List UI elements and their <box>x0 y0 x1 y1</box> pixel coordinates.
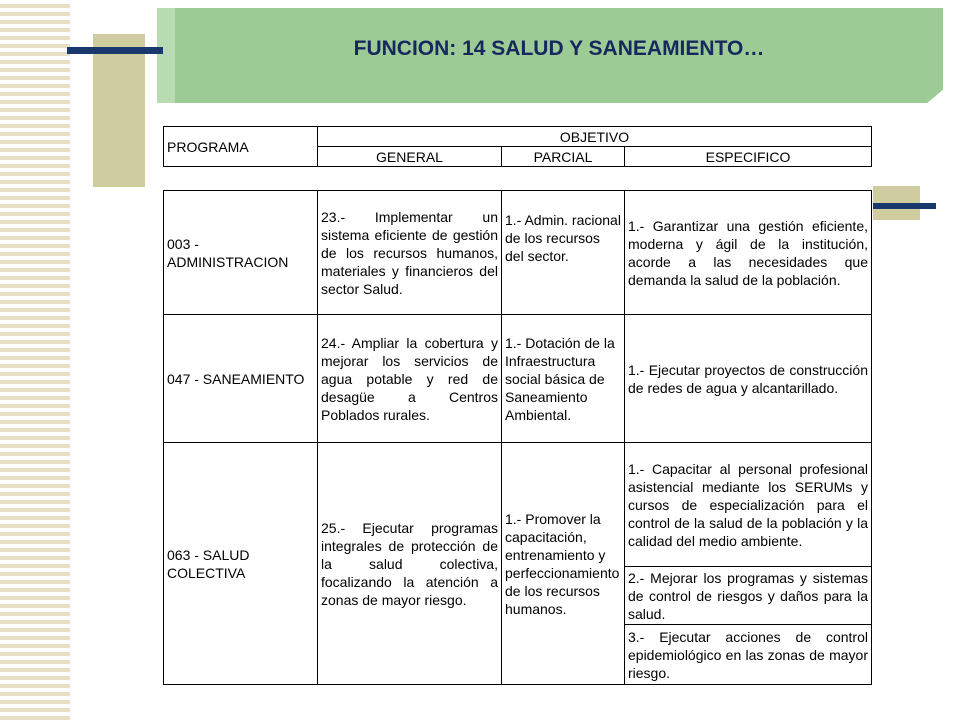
objectives-header-table <box>163 126 872 167</box>
general-objective-cell: 23.- Implementar un sistema eficiente de gestión de los recursos humanos, materiales y financieros del sector Salud. <box>318 191 502 315</box>
specific-objective-cell: 1.- Ejecutar proyectos de construcción de redes de agua y alcantarillado. <box>625 315 872 443</box>
header-programa: PROGRAMA <box>164 127 318 167</box>
programa-cell: 047 - SANEAMIENTO <box>164 315 318 443</box>
header-especifico: ESPECIFICO <box>625 147 872 167</box>
programa-cell: 063 - SALUD COLECTIVA <box>164 443 318 685</box>
page-title: FUNCION: 14 SALUD Y SANEAMIENTO… <box>353 37 765 60</box>
parcial-objective-cell: 1.- Promover la capacitación, entrenamiento y perfeccionamiento de los recursos humanos. <box>502 443 625 685</box>
decorative-stripes <box>0 0 70 720</box>
general-objective-cell: 24.- Ampliar la cobertura y mejorar los servicios de agua potable y red de desagüe a Centros Poblados rurales. <box>318 315 502 443</box>
table-row <box>164 191 872 315</box>
header-parcial: PARCIAL <box>502 147 625 167</box>
decorative-navy-bar-left <box>67 47 163 54</box>
general-objective-cell: 25.- Ejecutar programas integrales de protección de la salud colectiva, focalizando la atención a zonas de mayor riesgo. <box>318 443 502 685</box>
objectives-body-table <box>163 190 872 685</box>
parcial-objective-cell: 1.- Dotación de la Infraestructura social básica de Saneamiento Ambiental. <box>502 315 625 443</box>
specific-objective-cell: 3.- Ejecutar acciones de control epidemiológico en las zonas de mayor riesgo. <box>625 625 872 685</box>
parcial-objective-cell: 1.- Admin. racional de los recursos del sector. <box>502 191 625 315</box>
specific-objective-cell: 2.- Mejorar los programas y sistemas de control de riesgos y daños para la salud. <box>625 567 872 625</box>
header-general: GENERAL <box>318 147 502 167</box>
table-row <box>164 315 872 443</box>
decorative-navy-bar-right <box>873 203 936 209</box>
programa-cell: 003 - ADMINISTRACION <box>164 191 318 315</box>
title-banner-edge <box>157 8 175 103</box>
specific-objective-cell: 1.- Garantizar una gestión eficiente, moderna y ágil de la institución, acorde a las necesidades que demanda la salud de la población. <box>625 191 872 315</box>
specific-objective-cell: 1.- Capacitar al personal profesional asistencial mediante los SERUMs y cursos de especialización para el control de la salud de la población y la calidad del medio ambiente. <box>625 443 872 567</box>
table-row <box>164 443 872 567</box>
header-objetivo: OBJETIVO <box>318 127 872 147</box>
decorative-khaki-block-left <box>93 34 145 187</box>
